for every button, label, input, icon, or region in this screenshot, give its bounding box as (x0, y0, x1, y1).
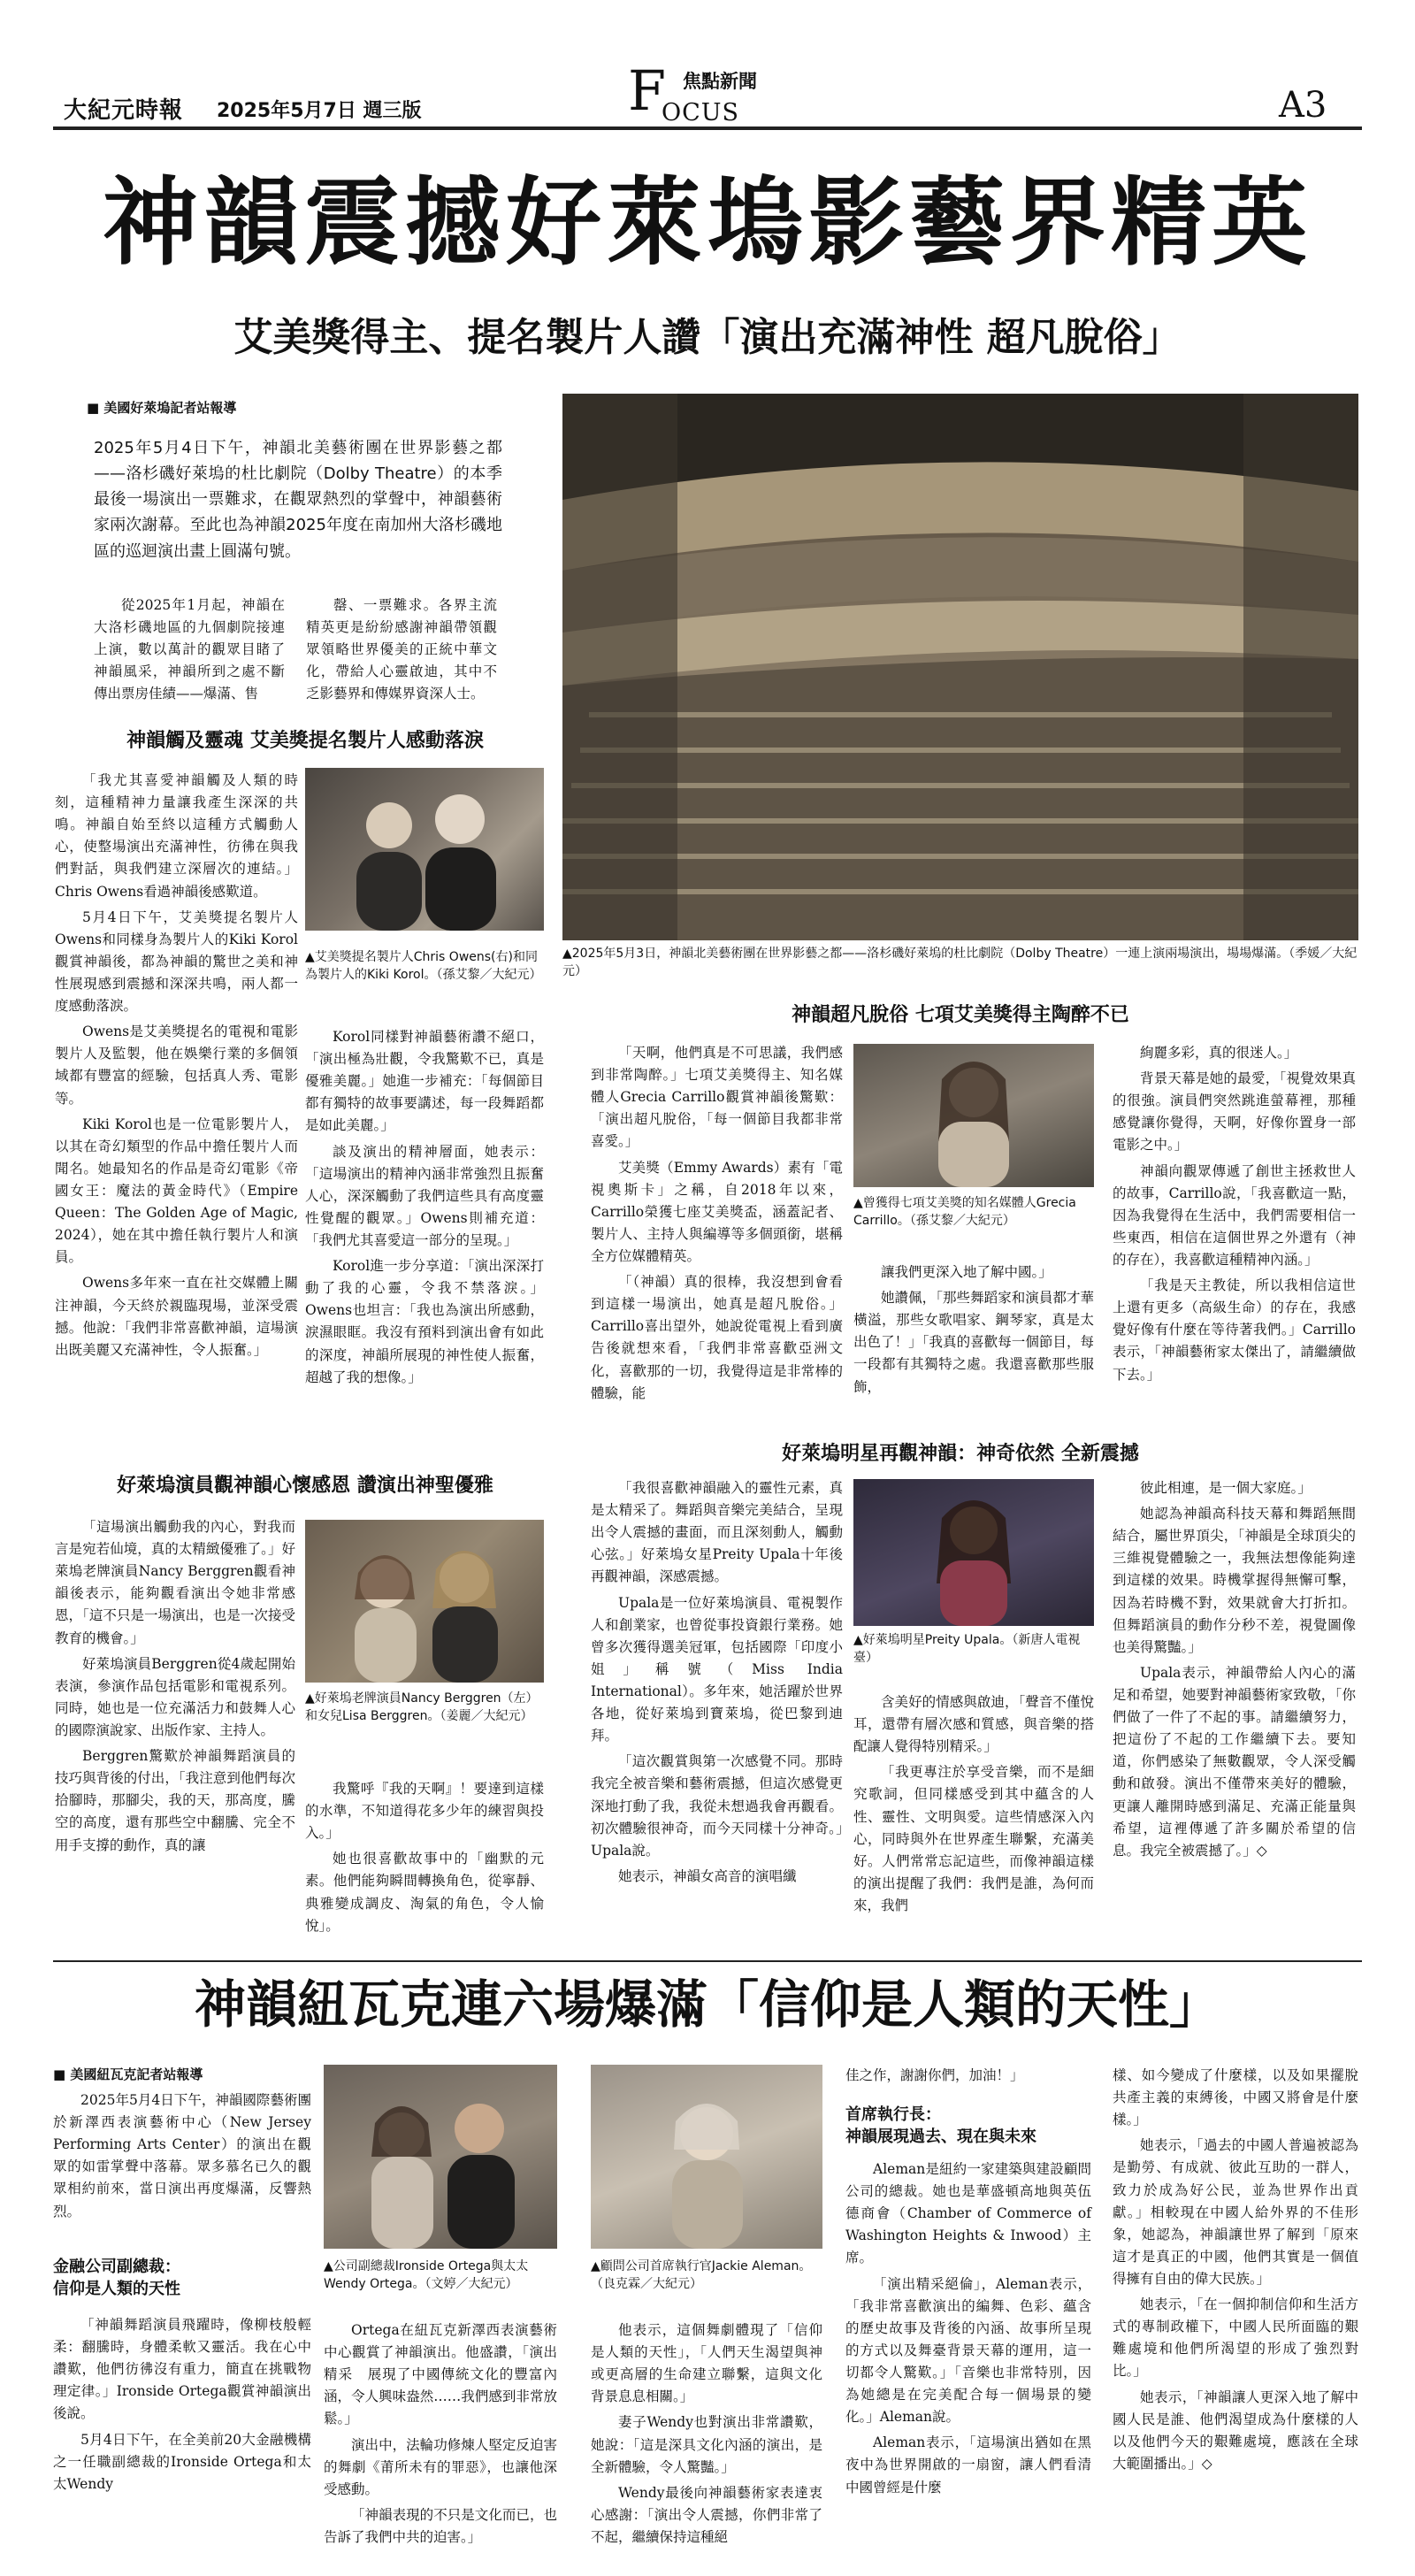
section-label (628, 58, 805, 134)
aleman-caption: ▲顧問公司首席執行官Jackie Aleman。（良克霖／大紀元） (591, 2259, 812, 2292)
issue-date: 2025年5月7日 週三版 (217, 100, 422, 122)
portrait-pair-illustration (305, 768, 544, 931)
paper-name: 大紀元時報 (64, 97, 184, 124)
story2-col3-body: 他表示，這個舞劇體現了「信仰是人類的天性」，「人們天生渴望與神或更高層的生命建立聯繫，這與文化背景息息相關。」 妻子Wendy也對演出非常讚歎，她說：「這是深具文化內涵的演出，是全新體驗，令人驚豔。」 Wendy最後向神韻藝術家表達衷心感謝：「演出令人震撼，你們非常了不起，繼續保持這種絕 (591, 2322, 822, 2545)
byline-marker-icon: ■ (87, 400, 104, 416)
story1-intro-col1: 從2025年1月起，神韻在大洛杉磯地區的九個劇院接連上演，數以萬計的觀眾目睹了神韻風采，神韻所到之處不斷傳出票房佳績——爆滿、售 (94, 597, 285, 702)
portrait-pair-illustration (305, 1520, 544, 1683)
upala-photo (853, 1479, 1094, 1626)
masthead-rule (53, 126, 1362, 130)
story2-sub1-title: 金融公司副總裁： 信仰是人類的天性 (53, 2258, 180, 2299)
story2-col2-body: Ortega在紐瓦克新澤西表演藝術中心觀賞了神韻演出。他盛讚，「演出精采 展現了中國傳統文化的豐富內涵，令人興味盎然……我們感到非常放鬆。」 演出中，法輪功修煉人堅定反迫害的舞劇《莆所未有的罪惡》，也讓他深受感動。 「神韻表現的不只是文化而已，也告訴了我們中共的迫害。」 (324, 2322, 557, 2545)
story2-byline: ■ 美國紐瓦克記者站報導 (53, 2066, 203, 2082)
theater-illustration (562, 394, 1358, 940)
story1-byline: ■ 美國好萊塢記者站報導 (87, 400, 237, 416)
story1-subhead: 艾美獎得主、提名製片人讚「演出充滿神性 超凡脫俗」 (233, 315, 1182, 360)
story2-intro: 2025年5月4日下午，神韻國際藝術團於新澤西表演藝術中心（New Jersey Performing Arts Center）的演出在觀眾的如雷掌聲中落幕。眾多慕名已久的觀眾相約前來，當日演出再度爆滿，反響熱烈。 (53, 2092, 311, 2220)
masthead (0, 0, 1415, 133)
portrait-illustration (853, 1044, 1094, 1187)
sec4-col-c: 彼此相連，是一個大家庭。」 她認為神韻高科技天幕和舞蹈無間結合，屬世界頂尖，「神韻是全球頂尖的三維視覺體驗之一，我無法想像能夠達到這樣的效果。時機掌握得無懈可擊，因為若時機不對，效果就會大打折扣。但舞蹈演員的動作分秒不差，視覺圖像也美得驚豔。」 Upala表示，神韻帶給人內心的滿足和希望，她要對神韻藝術家致敬，「你們做了一件了不起的事。請繼續努力，把這份了不起的工作繼續下去。要知道，你們感染了無數觀眾，令人深受觸動和啟發。演出不僅帶來美好的體驗，更讓人離開時感到滿足、充滿正能量與希望，這裡傳遞了許多關於希望的信息。我完全被震撼了。」◇ (1113, 1480, 1356, 1859)
story2-col4-top: 佳之作，謝謝你們，加油！」 (845, 2067, 1024, 2083)
story1-intro-col2: 罄、一票難求。各界主流精英更是紛紛感謝神韻帶領觀眾領略世界優美的正統中華文化，帶給人心靈啟迪，其中不乏影藝界和傳媒界資深人士。 (306, 597, 497, 702)
sec4-col-b: 含美好的情感與啟迪，「聲音不僅悅耳，還帶有層次感和質感，與音樂的搭配讓人覺得特別精采。」 「我更專注於享受音樂，而不是細究歌詞，但同樣感受到其中蘊含的人性、靈性、文明與愛。這些情感深入內心，同時與外在世界產生聯繫，充滿美好。人們常常忘記這些，而像神韻這樣的演出提醒了我們：我們是誰，為何而來，我們 (853, 1694, 1094, 1913)
story2-top-rule (53, 1960, 1362, 1962)
sec3-title: 好萊塢演員觀神韻心懷感恩 讚演出神聖優雅 (117, 1475, 493, 1497)
story1-lede: 2025年5月4日下午，神韻北美藝術團在世界影藝之都——洛杉磯好萊塢的杜比劇院（Dolby Theatre）的本季最後一場演出一票難求，在觀眾熱烈的掌聲中，神韻藝術家兩次謝幕。至此也為神韻2025年度在南加州大洛杉磯地區的巡迴演出畫上圓滿句號。 (94, 439, 502, 561)
theater-photo (562, 394, 1358, 940)
story2-headline: 神韻紐瓦克連六場爆滿「信仰是人類的天性」 (194, 1974, 1220, 2035)
sec2-col-b: 讓我們更深入地了解中國。」 她讚佩，「那些舞蹈家和演員都才華橫溢，那些女歌唱家、鋼琴家，真是太出色了！」「我真的喜歡每一個節目，每一段都有其獨特之處。我還喜歡那些服飾， (853, 1264, 1094, 1395)
owens-korol-caption: ▲艾美獎提名製片人Chris Owens(右)和同為製片人的Kiki Korol。（孫艾黎／大紀元） (305, 950, 542, 983)
sec2-title: 神韻超凡脫俗 七項艾美獎得主陶醉不已 (792, 1004, 1129, 1026)
aleman-photo (591, 2065, 822, 2249)
page-number: A3 (1279, 85, 1327, 126)
byline-marker-icon: ■ (53, 2066, 71, 2082)
section-en: OCUS (662, 99, 740, 126)
portrait-illustration (853, 1479, 1094, 1626)
story2-sub2-title: 首席執行長： 神韻展現過去、現在與未來 (845, 2105, 1036, 2147)
ortega-caption: ▲公司副總裁Ironside Ortega與太太Wendy Ortega。（文婷／大紀元） (324, 2259, 529, 2292)
berggren-caption: ▲好萊塢老牌演員Nancy Berggren（左）和女兒Lisa Berggren。（姜麗／大紀元） (305, 1691, 539, 1724)
sec1-col-b: Korol同樣對神韻藝術讚不絕口，「演出極為壯觀，令我驚歎不已，真是優雅美麗。」她進一步補充：「每個節目都有獨特的故事要講述，每一段舞蹈都是如此美麗。」 談及演出的精神層面，她表示：「這場演出的精神內涵非常強烈且振奮人心，深深觸動了我們這些具有高度靈性覺醒的觀眾。」Owens則補充道：「我們尤其喜愛這一部分的呈現。」 Korol進一步分享道：「演出深深打動了我的心靈，令我不禁落淚。」Owens也坦言：「我也為演出所感動，淚濕眼眶。我沒有預料到演出會有如此的深度，神韻所展現的神性使人振奮，超越了我的想像。」 (305, 1029, 544, 1385)
portrait-illustration (591, 2065, 822, 2249)
upala-caption: ▲好萊塢明星Preity Upala。（新唐人電視臺） (853, 1633, 1081, 1666)
owens-korol-photo (305, 768, 544, 931)
sec3-col-a: 「這場演出觸動我的內心，對我而言是宛若仙境，真的太精緻優雅了。」好萊塢老牌演員Nancy Berggren觀看神韻後表示，能夠觀看演出令她非常感恩，「這不只是一場演出，也是一次接受教育的機會。」 好萊塢演員Berggren從4歲起開始表演，參演作品包括電影和電視系列。同時，她也是一位充滿活力和鼓舞人心的國際演說家、出版作家、主持人。 Berggren驚歎於神韻舞蹈演員的技巧與背後的付出，「我注意到他們每次拾腳時，那腳尖，我的天，那高度，騰空的高度，還有那些空中翻騰、完全不用手支撐的動作，真的讓 (55, 1519, 295, 1853)
story2-col4-body: Aleman是紐約一家建築與建設顧問公司的總裁。她也是華盛頓高地與英伍德商會（Chamber of Commerce of Washington Heights & Inwood）主席。 「演出精采絕倫」，Aleman表示，「我非常喜歡演出的編舞、色彩、蘊含的歷史故事及背後的內涵、故事所呈現的方式以及舞臺背景天幕的運用，這一切都令人驚歎。」「音樂也非常特別，因為她總是在完美配合每一個場景的變化。」Aleman說。 Aleman表示，「這場演出猶如在黑夜中為世界開啟的一扇窗，讓人們看清中國曾經是什麼 (845, 2161, 1091, 2496)
section-zh: 焦點新聞 (683, 71, 757, 92)
theater-photo-caption: ▲2025年5月3日，神韻北美藝術團在世界影藝之都——洛杉磯好萊塢的杜比劇院（Dolby Theatre）一連上演兩場演出，場場爆滿。（季媛／大紀元） (562, 947, 1358, 979)
story1-headline: 神韻震撼好萊塢影藝界精英 (102, 168, 1312, 279)
sec1-title: 神韻觸及靈魂 艾美獎提名製片人感動落淚 (126, 730, 484, 752)
section-initial: F (628, 58, 667, 123)
berggren-photo (305, 1520, 544, 1683)
story2-col5-body: 樣、如今變成了什麼樣，以及如果擺脫共產主義的束縛後，中國又將會是什麼樣。」 她表示，「過去的中國人普遍被認為是勤勞、有成就、彼此互助的一群人，致力於成為好公民，並為世界作出貢獻。」相較現在中國人給外界的不佳形象，她認為，神韻讓世界了解到「原來這才是真正的中國，他們其實是一個值得擁有自由的偉大民族。」 她表示，「在一個抑制信仰和生活方式的專制政權下，中國人民所面臨的艱難處境和他們所渴望的形成了強烈對比。」 她表示，「神韻讓人更深入地了解中國人民是誰、他們渴望成為什麼樣的人以及他們今天的艱難處境，應該在全球大範圍播出。」◇ (1113, 2067, 1358, 2472)
sec1-col-a: 「我尤其喜愛神韻觸及人類的時刻，這種精神力量讓我產生深深的共鳴。神韻自始至終以這種方式觸動人心，使整場演出充滿神性，彷彿在與我們對話，與我們建立深層次的連結。」Chris Owens看過神韻後感歎道。 5月4日下午，艾美獎提名製片人Owens和同樣身為製片人的Kiki Korol觀賞神韻後，都為神韻的驚世之美和神性展現感到震撼和深深共鳴，兩人都一度感動落淚。 Owens是艾美獎提名的電視和電影製片人及監製，他在娛樂行業的多個領域都有豐富的經驗，包括真人秀、電影等。 Kiki Korol也是一位電影製片人，以其在奇幻類型的作品中擔任製片人而聞名。她最知名的作品是奇幻電影《帝國女王：魔法的黃金時代》（Empire Queen：The Golden Age of Magic, 2024），她在其中擔任執行製片人和演員。 Owens多年來一直在社交媒體上關注神韻，今天終於親臨現場，並深受震撼。他說：「我們非常喜歡神韻，這場演出既美麗又充滿神性，令人振奮。」 (55, 772, 298, 1358)
sec2-col-a: 「天啊，他們真是不可思議，我們感到非常陶醉。」七項艾美獎得主、知名媒體人Grecia Carrillo觀賞神韻後驚歎：「演出超凡脫俗，「每一個節目我都非常喜愛。」 艾美獎（Emmy Awards）素有「電視奧斯卡」之稱，自2018年以來，Carrillo榮獲七座艾美獎盃，涵蓋記者、製片人、主持人與編導等多個頭銜，堪稱全方位媒體精英。 「（神韻）真的很棒，我沒想到會看到這樣一場演出，她真是超凡脫俗。」Carrillo喜出望外，她說從電視上看到廣告後就想來看，「我們非常喜歡亞洲文化，喜歡那的一切，我覺得這是非常棒的體驗，能 (591, 1045, 843, 1401)
sec4-col-a: 「我很喜歡神韻融入的靈性元素，真是太精采了。舞蹈與音樂完美結合，呈現出令人震撼的畫面，而且深刻動人，觸動心弦。」好萊塢女星Preity Upala十年後再觀神韻，深感震撼。 Upala是一位好萊塢演員、電視製作人和創業家，也曾從事投資銀行業務。她曾多次獲得選美冠軍，包括國際「印度小姐」稱號（Miss India International）。多年來，她活躍於世界各地，從好萊塢到寶萊塢，從巴黎到迪拜。 「這次觀賞與第一次感覺不同。那時我完全被音樂和藝術震撼，但這次感覺更深地打動了我，我從未想過我會再觀看。初次體驗很神奇，而今天同樣十分神奇。」Upala說。 她表示，神韻女高音的演唱纖 (591, 1480, 843, 1884)
portrait-pair-illustration (324, 2065, 557, 2249)
sec2-col-c: 絢麗多彩，真的很迷人。」 背景天幕是她的最愛，「視覺效果真的很強。演員們突然跳進螢幕裡，那種感覺讓你覺得，天啊，好像你置身一部電影之中。」 神韻向觀眾傳遞了創世主拯救世人的故事，Carrillo說，「我喜歡這一點，因為我覺得在生活中，我們需要相信一些東西，相信在這個世界之外還有（神的存在），我喜歡這種精神內涵。」 「我是天主教徒，所以我相信這世上還有更多（高級生命）的存在，我感覺好像有什麼在等待著我們。」Carrillo表示，「神韻藝術家太傑出了，請繼續做下去。」 (1113, 1045, 1356, 1383)
ortega-photo (324, 2065, 557, 2249)
carrillo-photo (853, 1044, 1094, 1187)
story2-sub1-body: 「神韻舞蹈演員飛躍時，像柳枝般輕柔：翻騰時，身體柔軟又靈活。我在心中讚歎，他們彷彿沒有重力，簡直在挑戰物理定律。」Ironside Ortega觀賞神韻演出後說。 5月4日下午，在全美前20大金融機構之一任職副總裁的Ironside Ortega和太太Wendy (53, 2317, 311, 2492)
sec3-col-b: 我驚呼『我的天啊』！要達到這樣的水準，不知道得花多少年的練習與投入。」 她也很喜歡故事中的「幽默的元素。他們能夠瞬間轉換角色，從寧靜、典雅變成調皮、淘氣的角色，令人愉悅」。 (305, 1781, 544, 1934)
sec4-title: 好萊塢明星再觀神韻：神奇依然 全新震撼 (782, 1443, 1139, 1465)
carrillo-caption: ▲曾獲得七項艾美獎的知名媒體人Grecia Carrillo。（孫艾黎／大紀元） (853, 1196, 1076, 1229)
